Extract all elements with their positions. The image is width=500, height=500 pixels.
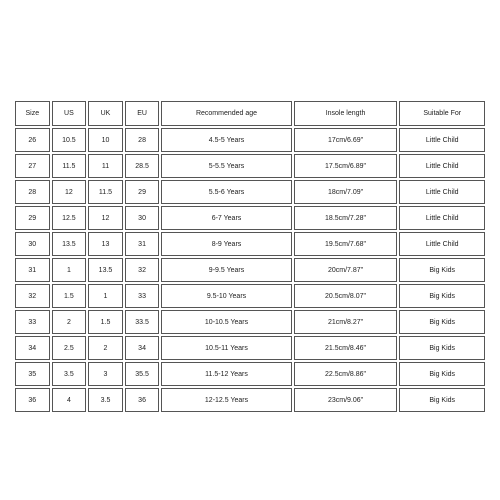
cell-us: 11.5 (52, 154, 87, 178)
cell-size: 33 (15, 310, 50, 334)
cell-insole: 21.5cm/8.46" (294, 336, 398, 360)
table-row (15, 180, 485, 204)
cell-eu: 31 (125, 232, 160, 256)
cell-uk: 13.5 (88, 258, 123, 282)
cell-insole: 22.5cm/8.86" (294, 362, 398, 386)
table-row (15, 336, 485, 360)
cell-us: 10.5 (52, 128, 87, 152)
header-suitable-for: Suitable For (399, 101, 485, 126)
cell-uk: 11.5 (88, 180, 123, 204)
header-uk: UK (88, 101, 123, 126)
cell-eu: 33 (125, 284, 160, 308)
cell-size: 26 (15, 128, 50, 152)
cell-uk: 10 (88, 128, 123, 152)
cell-age: 9-9.5 Years (161, 258, 291, 282)
cell-us: 2 (52, 310, 87, 334)
cell-insole: 17cm/6.69" (294, 128, 398, 152)
cell-insole: 20.5cm/8.07" (294, 284, 398, 308)
cell-age: 12-12.5 Years (161, 388, 291, 412)
cell-size: 30 (15, 232, 50, 256)
cell-eu: 36 (125, 388, 160, 412)
table-row (15, 128, 485, 152)
table-row (15, 362, 485, 386)
cell-insole: 19.5cm/7.68" (294, 232, 398, 256)
cell-eu: 34 (125, 336, 160, 360)
cell-suitable: Little Child (399, 180, 485, 204)
cell-suitable: Little Child (399, 128, 485, 152)
cell-uk: 2 (88, 336, 123, 360)
cell-suitable: Big Kids (399, 362, 485, 386)
cell-eu: 29 (125, 180, 160, 204)
table-row (15, 284, 485, 308)
cell-uk: 11 (88, 154, 123, 178)
header-us: US (52, 101, 87, 126)
cell-us: 13.5 (52, 232, 87, 256)
cell-age: 11.5-12 Years (161, 362, 291, 386)
cell-suitable: Big Kids (399, 336, 485, 360)
cell-suitable: Big Kids (399, 284, 485, 308)
cell-age: 5.5-6 Years (161, 180, 291, 204)
cell-suitable: Little Child (399, 232, 485, 256)
cell-uk: 13 (88, 232, 123, 256)
cell-us: 2.5 (52, 336, 87, 360)
cell-us: 12 (52, 180, 87, 204)
cell-eu: 33.5 (125, 310, 160, 334)
cell-us: 3.5 (52, 362, 87, 386)
cell-uk: 3 (88, 362, 123, 386)
size-chart-table (13, 99, 487, 414)
cell-eu: 30 (125, 206, 160, 230)
cell-uk: 1 (88, 284, 123, 308)
cell-age: 8-9 Years (161, 232, 291, 256)
header-insole-length: Insole length (294, 101, 398, 126)
table-row (15, 206, 485, 230)
cell-age: 5-5.5 Years (161, 154, 291, 178)
cell-uk: 12 (88, 206, 123, 230)
cell-us: 1.5 (52, 284, 87, 308)
cell-size: 32 (15, 284, 50, 308)
cell-age: 10-10.5 Years (161, 310, 291, 334)
cell-suitable: Big Kids (399, 388, 485, 412)
cell-size: 28 (15, 180, 50, 204)
table-row (15, 154, 485, 178)
cell-age: 4.5-5 Years (161, 128, 291, 152)
table-row (15, 388, 485, 412)
cell-suitable: Big Kids (399, 258, 485, 282)
cell-size: 36 (15, 388, 50, 412)
table-row (15, 258, 485, 282)
cell-insole: 18.5cm/7.28" (294, 206, 398, 230)
cell-age: 9.5-10 Years (161, 284, 291, 308)
cell-size: 34 (15, 336, 50, 360)
cell-size: 31 (15, 258, 50, 282)
cell-size: 29 (15, 206, 50, 230)
cell-us: 1 (52, 258, 87, 282)
cell-us: 12.5 (52, 206, 87, 230)
cell-insole: 18cm/7.09" (294, 180, 398, 204)
table-row (15, 232, 485, 256)
cell-us: 4 (52, 388, 87, 412)
cell-uk: 3.5 (88, 388, 123, 412)
header-eu: EU (125, 101, 160, 126)
header-size: Size (15, 101, 50, 126)
cell-age: 6-7 Years (161, 206, 291, 230)
cell-size: 35 (15, 362, 50, 386)
cell-eu: 35.5 (125, 362, 160, 386)
cell-eu: 28 (125, 128, 160, 152)
cell-insole: 23cm/9.06" (294, 388, 398, 412)
table-row (15, 310, 485, 334)
table-header-row (15, 101, 485, 126)
cell-size: 27 (15, 154, 50, 178)
cell-uk: 1.5 (88, 310, 123, 334)
cell-insole: 20cm/7.87" (294, 258, 398, 282)
cell-insole: 17.5cm/6.89" (294, 154, 398, 178)
cell-suitable: Little Child (399, 154, 485, 178)
cell-insole: 21cm/8.27" (294, 310, 398, 334)
cell-eu: 28.5 (125, 154, 160, 178)
cell-suitable: Big Kids (399, 310, 485, 334)
cell-age: 10.5-11 Years (161, 336, 291, 360)
header-recommended-age: Recommended age (161, 101, 291, 126)
cell-suitable: Little Child (399, 206, 485, 230)
cell-eu: 32 (125, 258, 160, 282)
